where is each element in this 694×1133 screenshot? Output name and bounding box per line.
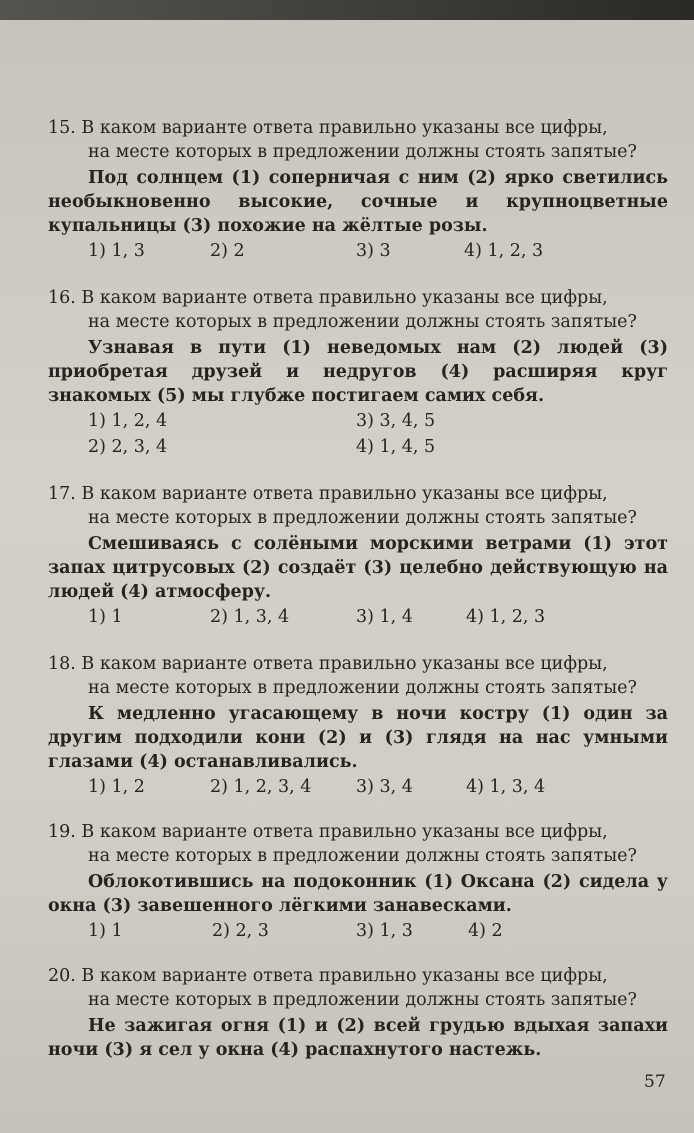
question-17	[48, 482, 668, 630]
answer-option: 4) 1, 4, 5	[356, 437, 436, 457]
question-19	[48, 820, 668, 944]
prompt-line-1: В каком варианте ответа правильно указаны все цифры,	[81, 288, 608, 308]
prompt-line-1: В каком варианте ответа правильно указаны все цифры,	[81, 966, 608, 986]
task-sentence: Смешиваясь с солёными морскими ветрами (1) этот запах цитрусовых (2) создаёт (3) целебно действующую на людей (4) атмосферу.	[48, 534, 668, 602]
answer-options	[48, 918, 668, 944]
answer-options	[48, 238, 668, 264]
prompt-line-2: на месте которых в предложении должны стоять запятые?	[88, 142, 637, 162]
answer-options	[48, 604, 668, 630]
task-sentence: Не зажигая огня (1) и (2) всей грудью вдыхая запахи ночи (3) я сел у окна (4) распахнутого настежь.	[48, 1016, 668, 1060]
question-number: 15.	[48, 118, 76, 138]
answer-option: 3) 1, 4	[356, 607, 413, 627]
answer-option: 4) 1, 3, 4	[466, 777, 546, 797]
task-sentence: Узнавая в пути (1) неведомых нам (2) людей (3) приобретая друзей и недругов (4) расширяя круг знакомых (5) мы глубже постигаем самих себя.	[48, 338, 668, 406]
question-number: 16.	[48, 288, 76, 308]
question-15	[48, 116, 668, 264]
answer-options-row-1	[48, 408, 668, 434]
prompt-line-1: В каком варианте ответа правильно указаны все цифры,	[81, 484, 608, 504]
question-prompt	[48, 482, 668, 506]
question-prompt	[48, 652, 668, 676]
prompt-line-2: на месте которых в предложении должны стоять запятые?	[88, 508, 637, 528]
answer-option: 1) 1, 3	[88, 241, 145, 261]
prompt-line-1: В каком варианте ответа правильно указаны все цифры,	[81, 654, 608, 674]
prompt-line-2: на месте которых в предложении должны стоять запятые?	[88, 990, 637, 1010]
question-prompt	[48, 116, 668, 140]
prompt-line-2: на месте которых в предложении должны стоять запятые?	[88, 846, 637, 866]
page-number: 57	[644, 1072, 666, 1092]
answer-option: 4) 1, 2, 3	[466, 607, 546, 627]
answer-option: 2) 2	[210, 241, 245, 261]
task-sentence: Облокотившись на подоконник (1) Оксана (2) сидела у окна (3) завешенного лёгкими занавесками.	[48, 872, 668, 916]
question-number: 20.	[48, 966, 76, 986]
answer-option: 3) 3, 4	[356, 777, 413, 797]
task-sentence: К медленно угасающему в ночи костру (1) один за другим подходили кони (2) и (3) глядя на нас умными глазами (4) останавливались.	[48, 704, 668, 772]
answer-option: 1) 1	[88, 607, 123, 627]
prompt-line-1: В каком варианте ответа правильно указаны все цифры,	[81, 118, 608, 138]
answer-option: 3) 3	[356, 241, 391, 261]
answer-option: 2) 1, 2, 3, 4	[210, 777, 312, 797]
answer-option: 2) 2, 3	[212, 921, 269, 941]
prompt-line-2: на месте которых в предложении должны стоять запятые?	[88, 312, 637, 332]
answer-option: 2) 2, 3, 4	[88, 437, 168, 457]
answer-option: 1) 1	[88, 921, 123, 941]
answer-option: 1) 1, 2	[88, 777, 145, 797]
prompt-line-1: В каком варианте ответа правильно указаны все цифры,	[81, 822, 608, 842]
answer-option: 4) 2	[468, 921, 503, 941]
question-prompt	[48, 286, 668, 310]
answer-option: 1) 1, 2, 4	[88, 411, 168, 431]
textbook-page	[0, 20, 694, 1133]
question-number: 18.	[48, 654, 76, 674]
question-16	[48, 286, 668, 460]
answer-option: 3) 1, 3	[356, 921, 413, 941]
answer-options	[48, 774, 668, 800]
question-prompt	[48, 964, 668, 988]
question-number: 17.	[48, 484, 76, 504]
answer-option: 3) 3, 4, 5	[356, 411, 436, 431]
question-18	[48, 652, 668, 800]
question-number: 19.	[48, 822, 76, 842]
question-20	[48, 964, 668, 1062]
answer-options-row-2	[48, 434, 668, 460]
prompt-line-2: на месте которых в предложении должны стоять запятые?	[88, 678, 637, 698]
answer-option: 2) 1, 3, 4	[210, 607, 290, 627]
task-sentence: Под солнцем (1) соперничая с ним (2) ярко светились необыкновенно высокие, сочные и крупноцветные купальницы (3) похожие на жёлтые розы.	[48, 168, 668, 236]
answer-option: 4) 1, 2, 3	[464, 241, 544, 261]
question-prompt	[48, 820, 668, 844]
